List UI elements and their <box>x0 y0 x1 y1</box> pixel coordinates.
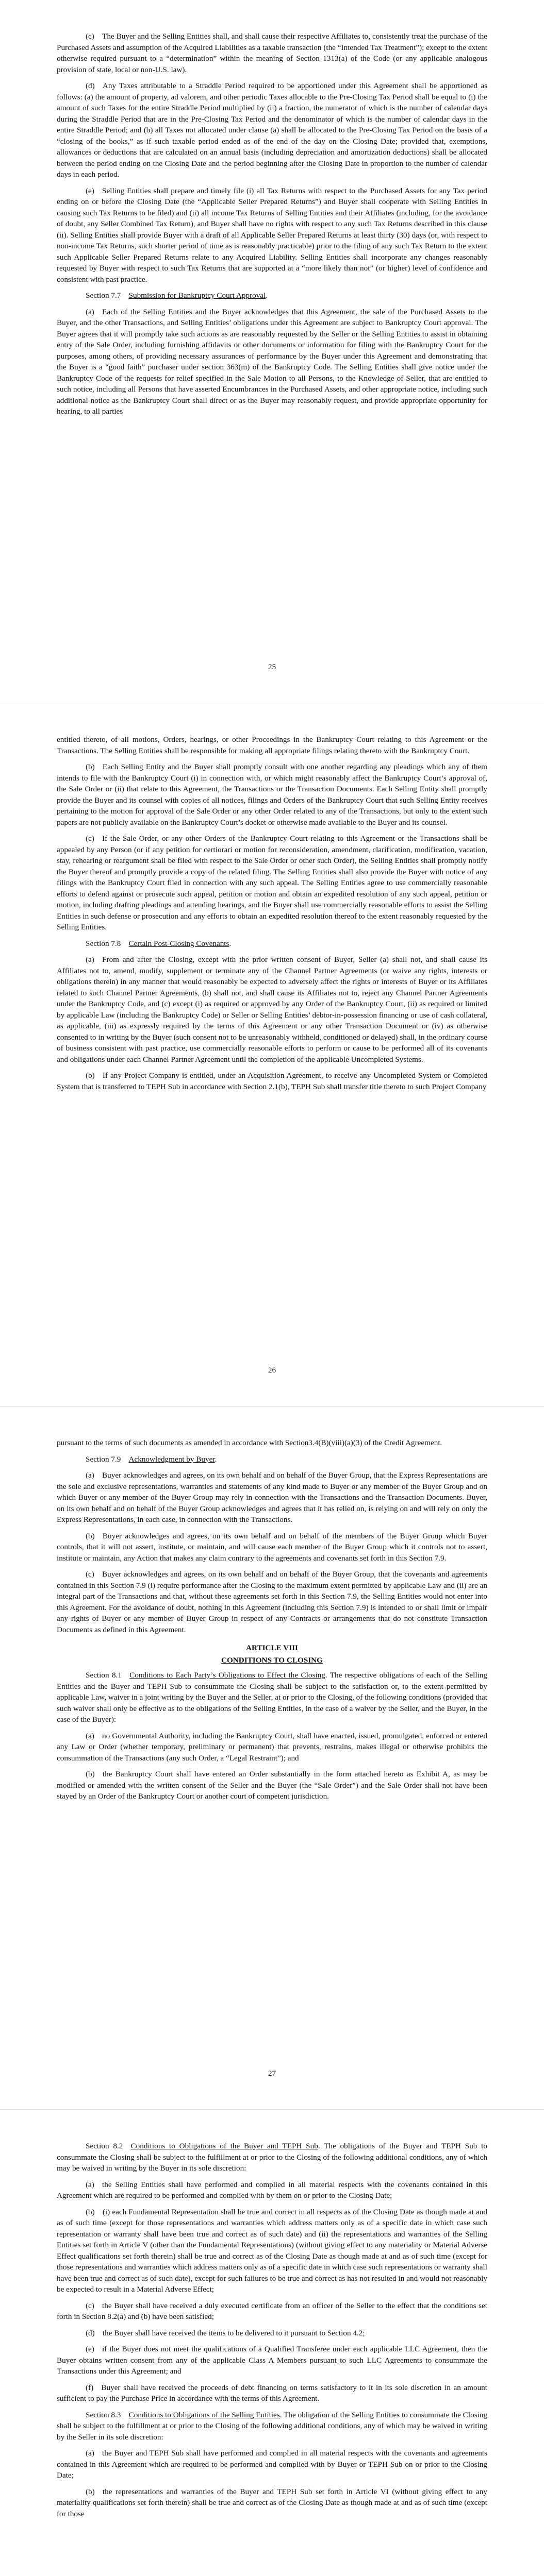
section-title: Conditions to Obligations of the Selling Entities <box>128 2410 280 2419</box>
section-text: The obligations of the Buyer and TEPH Sub to consummate the Closing shall be subject to the fulfillment at or prior to the Closing of the following additional conditions, any of which may be waived in writing by the Buyer in its sole discretion: <box>57 2142 487 2173</box>
paragraph: (a) Each of the Selling Entities and the Buyer acknowledges that this Agreement, the sale of the Purchased Assets to the Buyer, and the other Transactions, and Selling Entities’ obligations under this Agreement are subject to Bankruptcy Court approval. The Buyer agrees that it will promptly take such actions as are reasonably requested by the Seller or the Selling Entities to assist in obtaining entry of the Sale Order, including furnishing affidavits or other documents or information for filing with the Bankruptcy Court for the purposes, among others, of providing necessary assurances of performance by the Buyer under this Agreement and demonstrating that the Buyer is a “good faith” purchaser under section 363(m) of the Bankruptcy Code. The Selling Entities shall give notice under the Bankruptcy Code of the requests for relief specified in the Sale Motion to all Persons, to the Knowledge of Seller, that are entitled to such notice, including all Persons that have asserted Encumbrances in the Purchased Assets, and other appropriate notice, including such additional notice as the Bankruptcy Court shall direct or as the Buyer may reasonably request, and provide appropriate opportunity for hearing, to all parties <box>57 307 487 416</box>
page <box>0 1406 544 2110</box>
paragraph: (a) Buyer acknowledges and agrees, on its own behalf and on behalf of the Buyer Group, that the Express Representations are the sole and exclusive representations, warranties and statements of any kind made to Buyer or any member of the Buyer Group and on which Buyer or any member of the Buyer Group may rely in connection with the Transactions and the Transaction Documents. Buyer, on its own behalf and on behalf of the Buyer Group acknowledges and agrees that it has relied on, is relying on and will rely on only the Express Representations, in each case, in connection with the Transactions. <box>57 1471 487 1524</box>
section-title: Conditions to Obligations of the Buyer and TEPH Sub <box>130 2142 318 2150</box>
paragraph: (d) the Buyer shall have received the items to be delivered to it pursuant to Section 4.2; <box>86 2328 365 2337</box>
paragraph: (c) the Buyer shall have received a duly executed certificate from an officer of the Seller to the effect that the conditions set forth in Section 8.2(a) and (b) have been satisfied; <box>57 2301 487 2321</box>
paragraph: (d) Any Taxes attributable to a Straddle Period required to be apportioned under this Agreement shall be apportioned as follows: (a) the amount of property, ad valorem, and other periodic Taxes allocable to the Pre-Closing Tax Period shall be equal to (i) the amount of such Taxes for the entire Straddle Period multiplied by (ii) a fraction, the numerator of which is the number of calendar days during the Straddle Period that are in the Pre-Closing Tax Period and the denominator of which is the number of calendar days in the entire Straddle Period; and (b) all Taxes not allocated under clause (a) shall be allocated to the Pre-Closing Tax Period on the basis of a “closing of the books,” as if such taxable period ended as of the end of the day on the Closing Date; provided that, exemptions, allowances or deductions that are calculated on an annual basis (including depreciation and amortization deductions) shall be allocated between the period ending on the Closing Date and the period beginning after the Closing Date in proportion to the number of calendar days in each period. <box>57 81 487 179</box>
section-heading: Section 7.9 Acknowledgment by Buyer. <box>86 1454 217 1464</box>
section-title: Conditions to Each Party’s Obligations to Effect the Closing <box>129 1671 325 1680</box>
section-number: Section 7.7 <box>86 291 121 300</box>
section-title: Submission for Bankruptcy Court Approval <box>128 291 266 300</box>
paragraph: (f) Buyer shall have received the proceeds of debt financing on terms satisfactory to it in its sole discretion in an amount sufficient to pay the Purchase Price in accordance with the terms of this Agreement. <box>57 2383 487 2403</box>
section-number: Section 8.3 <box>86 2410 121 2419</box>
paragraph: (b) If any Project Company is entitled, under an Acquisition Agreement, to receive any Uncompleted System or Completed System that is transferred to TEPH Sub in accordance with Section 2.1(b), TEPH Sub shall transfer title thereto to such Project Company <box>57 1071 487 1091</box>
paragraph: pursuant to the terms of such documents as amended in accordance with Section3.4(B)(viii)(a)(3) of the Credit Agreement. <box>57 1438 442 1447</box>
paragraph: (a) the Selling Entities shall have performed and complied in all material respects with the covenants contained in this Agreement which are required to be performed and complied with by them on or prior to the Closing Date; <box>57 2180 487 2200</box>
section-text: The obligation of the Selling Entities to consummate the Closing shall be subject to the fulfillment at or prior to the Closing of the following additional conditions, any of which may be waived in writing by the Seller in its sole discretion: <box>57 2410 488 2442</box>
paragraph: (a) From and after the Closing, except with the prior written consent of Buyer, Seller (a) shall not, and shall cause its Affiliates not to, amend, modify, supplement or terminate any of the Channel Partner Agreements (or waive any rights, interests or obligations therein) in any manner that would reasonably be expected to adversely affect the rights or interests of Buyer or its Affiliates related to such Channel Partner Agreements, (b) shall not, and shall cause its Affiliates not to, reject any Channel Partner Agreements under the Bankruptcy Code, and (c) except (i) as required or approved by any Order of the Bankruptcy Court, (ii) as required or limited by applicable Law (including the Bankruptcy Code) or Seller or Selling Entities’ debtor-in-possession financing or use of cash collateral, as applicable, (iii) as expressly required by the terms of this Agreement or any other Transaction Document or (iv) as otherwise consented to in writing by the Buyer (such consent not to be unreasonably withheld, conditioned or delayed) shall, in the ordinary course of business consistent with past practice, use commercially reasonable efforts to perform or cause to be performed all of its covenants and obligations under each Channel Partner Agreement until the completion of the applicable Uncompleted Systems. <box>57 955 487 1064</box>
paragraph: entitled thereto, of all motions, Orders, hearings, or other Proceedings in the Bankruptcy Court relating to this Agreement or the Transactions. The Selling Entities shall be responsible for making all appropriate filings relating thereto with the Bankruptcy Court. <box>57 735 487 755</box>
page-number: 27 <box>268 2069 276 2078</box>
paragraph: (c) Buyer acknowledges and agrees, on its own behalf and on behalf of the Buyer Group, that the covenants and agreements contained in this Section 7.9 (i) require performance after the Closing to the maximum extent permitted by applicable Law and (ii) are an integral part of the Transactions and that, without these agreements set forth in this Section 7.9, the Selling Entities would not enter into this Agreement. For the avoidance of doubt, nothing in this Agreement (including this Section 7.9) is intended to or shall limit or impair any rights of Buyer or any member of Buyer Group in respect of any Contracts or arrangements that do not constitute Transaction Documents as defined in this Agreement. <box>57 1570 487 1634</box>
section-number: Section 7.8 <box>86 939 121 948</box>
section-paragraph: Section 8.1 Conditions to Each Party’s Obligations to Effect the Closing. The respective obligations of each of the Selling Entities and the Buyer and TEPH Sub to consummate the Closing shall be subject to the satisfaction or, to the extent permitted by applicable Law, waiver in a joint writing by the Buyer and the Seller, at or prior to the Closing, of the following conditions (provided that such waiver shall only be effective as to the obligations of the Selling Entities, in the case of a waiver by the Seller, and the Buyer, in the case of the Buyer): <box>57 1671 487 1724</box>
page <box>0 0 544 703</box>
article-number: ARTICLE VIII <box>246 1643 298 1652</box>
page-number: 26 <box>268 1366 276 1375</box>
paragraph: (a) no Governmental Authority, including the Bankruptcy Court, shall have enacted, issued, promulgated, enforced or entered any Law or Order (whether temporary, preliminary or permanent) that prevents, restrains, makes illegal or otherwise prohibits the consummation of the Transactions (any such Order, a “Legal Restraint”); and <box>57 1731 487 1762</box>
paragraph: (b) Each Selling Entity and the Buyer shall promptly consult with one another regarding any pleadings which any of them intends to file with the Bankruptcy Court (i) in connection with, or which might reasonably affect the Bankruptcy Court’s approval of, the Sale Order or (ii) that relate to this Agreement, the Transactions or the Transaction Documents. Each Selling Entity shall promptly provide the Buyer and its counsel with copies of all notices, filings and Orders of the Bankruptcy Court that such Selling Entity receives pertaining to the motion for approval of the Sale Order or any other Order related to any of the Transactions, but only to the extent such papers are not publicly available on the Bankruptcy Court’s docket or otherwise made available to the Buyer and its counsel. <box>57 762 487 827</box>
section-number: Section 7.9 <box>86 1454 121 1464</box>
section-number: Section 8.1 <box>86 1671 122 1680</box>
page <box>0 703 544 1406</box>
paragraph: (c) The Buyer and the Selling Entities shall, and shall cause their respective Affiliates to, consistently treat the purchase of the Purchased Assets and assumption of the Acquired Liabilities as a taxable transaction (the “Intended Tax Treatment”); except to the extent otherwise required pursuant to a “determination” within the meaning of Section 1313(a) of the Code (or any applicable analogous provision of state, local or non-U.S. law). <box>57 32 487 74</box>
article-title-text: CONDITIONS TO CLOSING <box>221 1655 323 1665</box>
paragraph: (b) (i) each Fundamental Representation shall be true and correct in all respects as of the Closing Date as though made at and as of such time (except for those representations and warranties which address matters only as of a specific date in which case such representation or warranty shall have been true and correct as of such date) and (ii) the representations and warranties of the Selling Entities set forth in Article V (other than the Fundamental Representations) (without giving effect to any materiality or Material Adverse Effect qualifications set forth therein) shall be true and correct as of the Closing Date as though made at and as of such time (except for those representations and warranties which address matters only as of a specific date in which case such representations or warranty shall have been true and correct as of such date), except for such failures to be true and correct as has not resulted in and would not reasonably be expected to result in a Material Adverse Effect; <box>57 2207 487 2294</box>
paragraph: (c) If the Sale Order, or any other Orders of the Bankruptcy Court relating to this Agreement or the Transactions shall be appealed by any Person (or if any petition for certiorari or motion for reconsideration, amendment, clarification, modification, vacation, stay, rehearing or reargument shall be filed with respect to the Sale Order or other such Order), the Selling Entities shall promptly notify the Buyer thereof and promptly provide a copy of the related filing. The Selling Entities shall also provide the Buyer with notice of any filings with the Bankruptcy Court filed in connection with any such appeal. The Selling Entities agree to use commercially reasonable efforts to defend against or prosecute such appeal, petition or motion and obtain an expedited resolution of any such appeal, petition or motion, including drafting pleadings and attending hearings, and the Buyer shall use commercially reasonable efforts to assist the Selling Entities in such defense or prosecution and any efforts to obtain an expedited resolution thereof to the extent reasonably requested by the Selling Entities. <box>57 834 487 931</box>
section-text: The respective obligations of each of the Selling Entities and the Buyer and TEPH Sub to consummate the Closing shall be subject to the satisfaction or, to the extent permitted by applicable Law, waiver in a joint writing by the Buyer and the Seller, at or prior to the Closing, of the following conditions (provided that such waiver shall only be effective as to the obligations of the Selling Entities, in the case of a waiver by the Seller, and the Buyer, in the case of the Buyer): <box>57 1671 487 1724</box>
paragraph: (a) the Buyer and TEPH Sub shall have performed and complied in all material respects with the covenants and agreements contained in this Agreement which are required to be performed and complied with by Buyer or TEPH Sub on or prior to the Closing Date; <box>57 2449 487 2480</box>
page-number: 25 <box>268 663 276 671</box>
section-heading: Section 7.7 Submission for Bankruptcy Court Approval. <box>86 291 268 300</box>
paragraph: (b) the Bankruptcy Court shall have entered an Order substantially in the form attached hereto as Exhibit A, as may be modified or amended with the written consent of the Seller and the Buyer (the “Sale Order”) and the Sale Order shall not have been stayed by an Order of the Bankruptcy Court or another court of competent jurisdiction. <box>57 1770 487 1801</box>
paragraph: (e) Selling Entities shall prepare and timely file (i) all Tax Returns with respect to the Purchased Assets for any Tax period ending on or before the Closing Date (the “Applicable Seller Prepared Returns”) and Buyer shall cooperate with Selling Entities in causing such Tax Returns to be filed) and (ii) all income Tax Returns of Selling Entities and their Affiliates (including, for the avoidance of doubt, any Seller Combined Tax Return), and Buyer shall have no rights with respect to any such Tax Returns described in this clause (ii). Selling Entities shall provide Buyer with a draft of all Applicable Seller Prepared Returns at least thirty (30) days (or, with respect to non-income Tax Returns, such shorter period of time as is reasonably practicable) prior to the filing of any such Tax Return to the extent such Applicable Seller Prepared Returns relate to any Acquired Liability. Selling Entities shall incorporate any changes reasonably requested by Buyer with respect to such Tax Returns that are supported at a “more likely than not” (or higher) level of confidence and consistent with past practice. <box>57 186 487 284</box>
paragraph: (b) the representations and warranties of the Buyer and TEPH Sub set forth in Article VI (without giving effect to any materiality qualifications set forth therein) shall be true and correct as of the Closing Date as though made at and as of such time (except for those <box>57 2487 487 2518</box>
page <box>0 2110 544 2576</box>
paragraph: (e) if the Buyer does not meet the qualifications of a Qualified Transferee under each applicable LLC Agreement, then the Buyer obtains written consent from any of the applicable Class A Members pursuant to such LLC Agreements to consummate the Transactions under this Agreement; and <box>57 2345 487 2376</box>
paragraph: (b) Buyer acknowledges and agrees, on its own behalf and on behalf of the members of the Buyer Group which Buyer controls, that it will not assert, institute, or maintain, and will cause each member of the Buyer Group which it controls not to assert, institute or maintain, any Action that makes any claim contrary to the agreements and covenants set forth in this Section 7.9. <box>57 1531 487 1563</box>
section-title: Certain Post-Closing Covenants <box>128 939 229 948</box>
article-title <box>57 1655 487 1666</box>
section-paragraph: Section 8.3 Conditions to Obligations of the Selling Entities. The obligation of the Selling Entities to consummate the Closing shall be subject to the fulfillment at or prior to the Closing of the following additional conditions, any of which may be waived in writing by the Seller in its sole discretion: <box>57 2410 488 2442</box>
section-heading: Section 7.8 Certain Post-Closing Covenants. <box>86 939 232 948</box>
section-title: Acknowledgment by Buyer <box>128 1454 215 1464</box>
section-number: Section 8.2 <box>86 2142 123 2150</box>
section-paragraph: Section 8.2 Conditions to Obligations of the Buyer and TEPH Sub. The obligations of the Buyer and TEPH Sub to consummate the Closing shall be subject to the fulfillment at or prior to the Closing of the following additional conditions, any of which may be waived in writing by the Buyer in its sole discretion: <box>57 2142 487 2173</box>
